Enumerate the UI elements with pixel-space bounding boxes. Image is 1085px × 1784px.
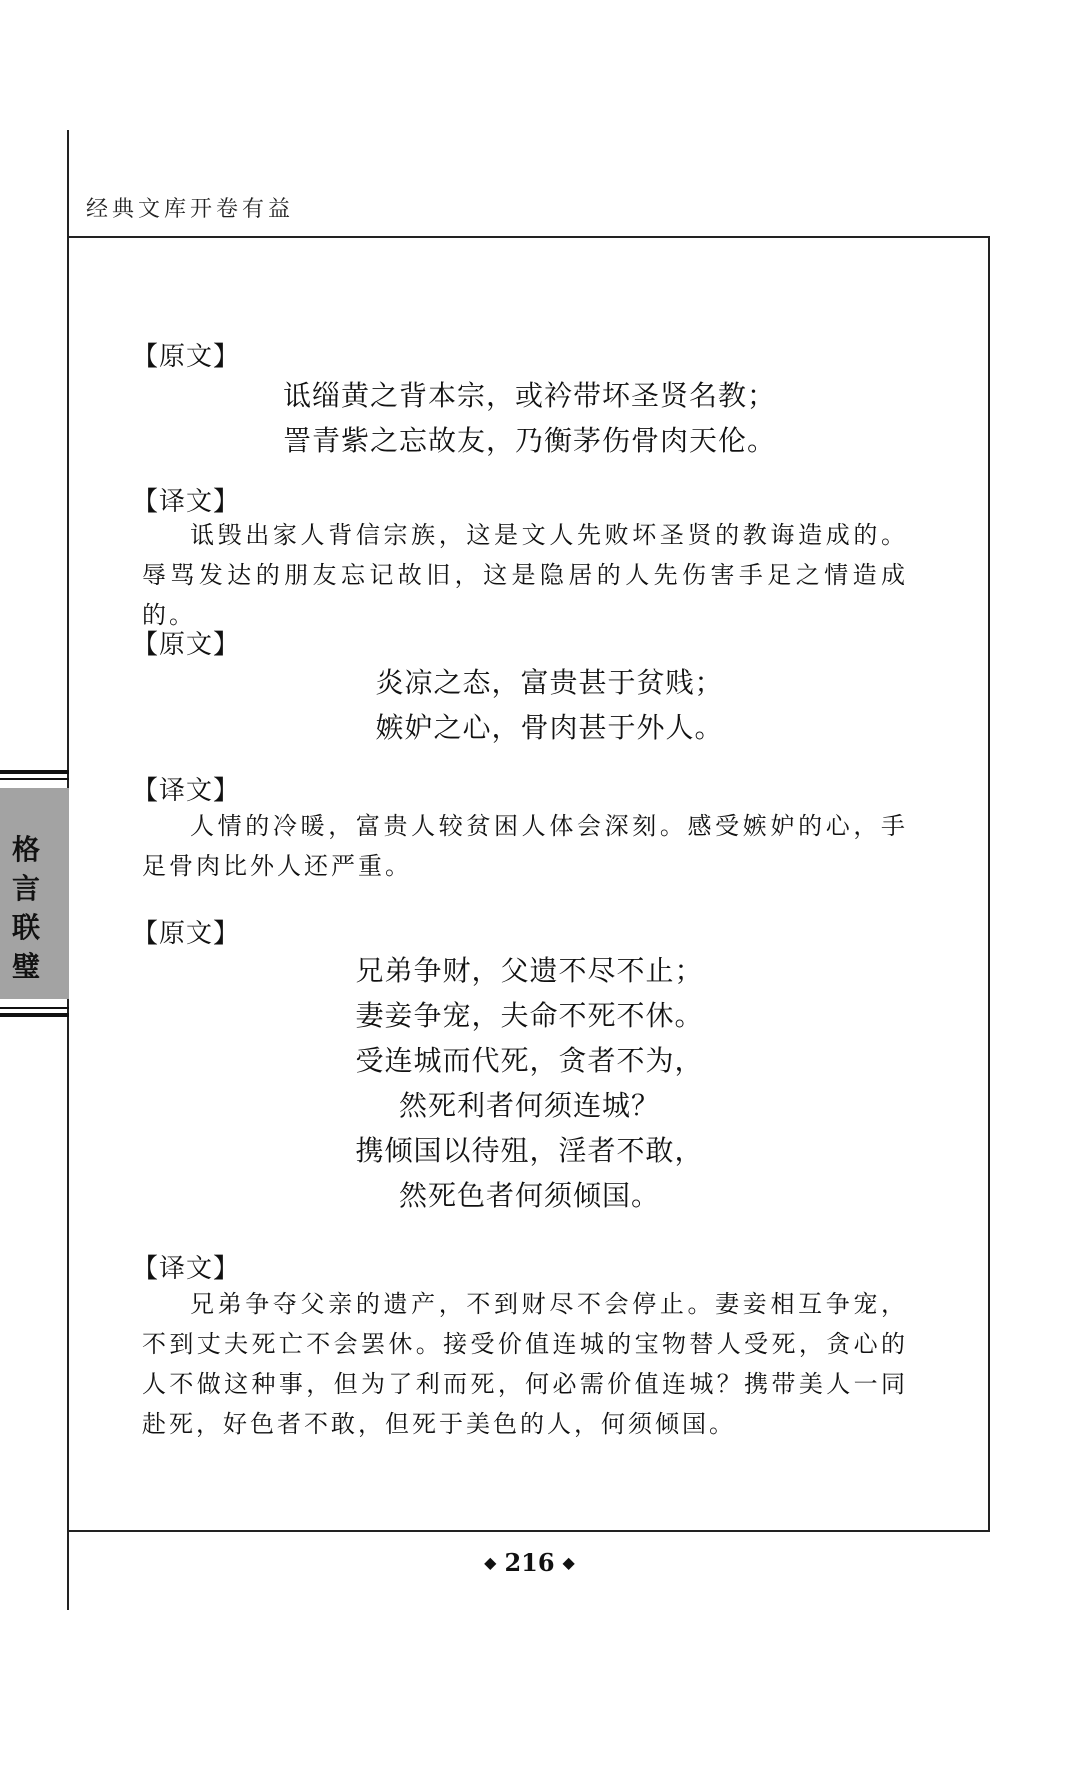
page-number: 216: [504, 1548, 555, 1577]
section-label-original: 【原文】: [132, 342, 241, 372]
side-tab-char: 言: [11, 872, 40, 905]
verse-line: 受连城而代死，贪者不为，: [355, 1044, 704, 1077]
section-label-original: 【原文】: [132, 630, 241, 660]
section-label-translation: 【译文】: [132, 1254, 241, 1284]
verse-block: [69, 948, 990, 1218]
verse-line: 然死色者何须倾国。: [398, 1179, 660, 1212]
translation-paragraph: 诋毁出家人背信宗族，这是文人先败坏圣贤的教诲造成的。辱骂发达的朋友忘记故旧，这是隐居的人先伤害手足之情造成的。: [142, 521, 908, 629]
side-tab-char: 联: [11, 911, 40, 944]
verse-block: [69, 660, 990, 750]
section-label-translation: 【译文】: [132, 487, 241, 517]
verse-line: 兄弟争财，父遗不尽不止；: [355, 954, 704, 987]
side-tab: [0, 770, 69, 1017]
verse-line: 嫉妒之心，骨肉甚于外人。: [375, 711, 724, 744]
diamond-icon: ◆: [562, 1553, 575, 1572]
verse-block: [69, 373, 990, 463]
page-number-row: [69, 1548, 990, 1577]
verse-line: 然死利者何须连城？: [398, 1089, 660, 1122]
diamond-icon: ◆: [484, 1553, 497, 1572]
side-tab-char: 格: [11, 833, 40, 866]
verse-line: 携倾国以待殂，淫者不敢，: [355, 1134, 704, 1167]
running-head: 经典文库开卷有益: [86, 197, 295, 222]
section-label-translation: 【译文】: [132, 776, 241, 806]
verse-line: 妻妾争宠，夫命不死不休。: [355, 999, 704, 1032]
verse-line: 詈青紫之忘故友，乃衡茅伤骨肉天伦。: [282, 424, 776, 457]
section-label-original: 【原文】: [132, 919, 241, 949]
translation-paragraph: 人情的冷暖，富贵人较贫困人体会深刻。感受嫉妒的心，手足骨肉比外人还严重。: [142, 812, 908, 880]
translation-paragraph: 兄弟争夺父亲的遗产，不到财尽不会停止。妻妾相互争宠，不到丈夫死亡不会罢休。接受价值连城的宝物替人受死，贪心的人不做这种事，但为了利而死，何必需价值连城？携带美人一同赴死，好色者不敢，但死于美色的人，何须倾国。: [142, 1290, 908, 1438]
verse-line: 炎凉之态，富贵甚于贫贱；: [375, 666, 724, 699]
side-tab-char: 璧: [11, 950, 40, 983]
verse-line: 诋缁黄之背本宗，或衿带坏圣贤名教；: [282, 379, 776, 412]
